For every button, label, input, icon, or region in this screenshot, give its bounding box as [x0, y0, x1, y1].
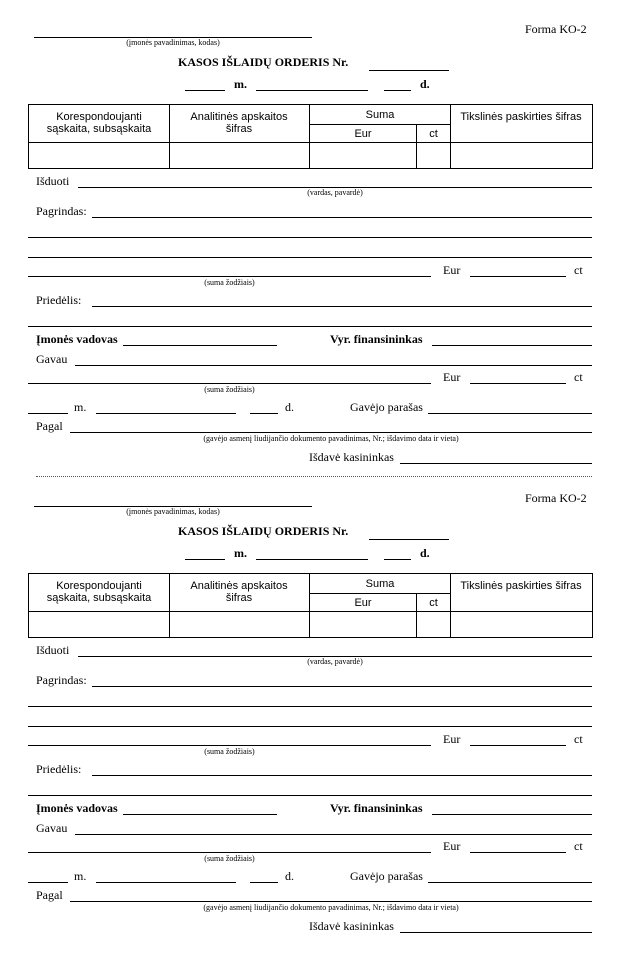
eur-amount-field[interactable] [470, 276, 566, 277]
ct-label: ct [574, 263, 583, 277]
col-ct-header: ct [429, 597, 438, 609]
sum-words-caption: (suma žodžiais) [204, 278, 255, 287]
table-entry-row[interactable] [29, 143, 592, 168]
chief-fin-signature-field[interactable] [432, 345, 592, 346]
received-sum-caption: (suma žodžiais) [204, 854, 255, 863]
basis-field-3[interactable] [28, 726, 592, 727]
id-document-field[interactable] [70, 432, 592, 433]
table-entry-row[interactable] [29, 612, 592, 637]
month-field[interactable] [256, 90, 368, 91]
received-day-field[interactable] [250, 882, 278, 883]
recipient-signature-field[interactable] [428, 413, 592, 414]
day-label: d. [420, 546, 430, 560]
cashier-signature-field[interactable] [400, 463, 592, 464]
received-eur-label: Eur [443, 839, 461, 853]
received-month-field[interactable] [96, 882, 236, 883]
chief-fin-label: Vyr. finansininkas [330, 801, 423, 815]
received-day-label: d. [285, 869, 294, 883]
received-sum-caption: (suma žodžiais) [204, 385, 255, 394]
sum-words-field[interactable] [28, 745, 431, 746]
name-caption: (vardas, pavardė) [307, 657, 363, 666]
expense-order-form-2 [0, 469, 617, 938]
attachment-label: Priedėlis: [36, 293, 82, 307]
received-eur-field[interactable] [470, 852, 566, 853]
sum-words-field[interactable] [28, 276, 431, 277]
recipient-signature-field[interactable] [428, 882, 592, 883]
order-number-field[interactable] [369, 70, 449, 71]
basis-field-2[interactable] [28, 706, 592, 707]
issue-label: Išduoti [36, 643, 70, 657]
received-ct-label: ct [574, 370, 583, 384]
month-label: m. [234, 77, 247, 91]
received-sum-words-field[interactable] [28, 383, 431, 384]
year-field[interactable] [185, 90, 225, 91]
form-code: Forma KO-2 [525, 491, 587, 505]
per-label: Pagal [36, 419, 63, 433]
head-signature-field[interactable] [123, 814, 277, 815]
col-ct-header: ct [429, 128, 438, 140]
id-document-caption: (gavėjo asmenį liudijančio dokumento pavadinimas, Nr.; išdavimo data ir vieta) [203, 434, 459, 443]
head-label: Įmonės vadovas [36, 332, 118, 346]
cashier-label: Išdavė kasininkas [309, 450, 394, 464]
received-year-label: m. [74, 869, 87, 883]
received-year-label: m. [74, 400, 87, 414]
year-field[interactable] [185, 559, 225, 560]
basis-label: Pagrindas: [36, 673, 87, 687]
received-ct-label: ct [574, 839, 583, 853]
issue-label: Išduoti [36, 174, 70, 188]
month-label: m. [234, 546, 247, 560]
basis-field-1[interactable] [92, 217, 592, 218]
basis-field-3[interactable] [28, 257, 592, 258]
attachment-field-1[interactable] [92, 775, 592, 776]
chief-fin-label: Vyr. finansininkas [330, 332, 423, 346]
received-field[interactable] [75, 834, 592, 835]
col-sum-header: Suma [365, 578, 395, 590]
attachment-field-1[interactable] [92, 306, 592, 307]
received-label: Gavau [36, 821, 68, 835]
order-title: KASOS IŠLAIDŲ ORDERIS Nr. [178, 55, 349, 69]
received-eur-label: Eur [443, 370, 461, 384]
signature-label: Gavėjo parašas [350, 400, 423, 414]
head-signature-field[interactable] [123, 345, 277, 346]
cashier-label: Išdavė kasininkas [309, 919, 394, 933]
per-label: Pagal [36, 888, 63, 902]
col-eur-header: Eur [354, 597, 372, 609]
id-document-caption: (gavėjo asmenį liudijančio dokumento pavadinimas, Nr.; išdavimo data ir vieta) [203, 903, 459, 912]
month-field[interactable] [256, 559, 368, 560]
attachment-field-2[interactable] [28, 326, 592, 327]
col-eur-header: Eur [354, 128, 372, 140]
col-analytic-header: Analitinės apskaitos šifras [190, 111, 288, 135]
basis-field-2[interactable] [28, 237, 592, 238]
basis-field-1[interactable] [92, 686, 592, 687]
name-caption: (vardas, pavardė) [307, 188, 363, 197]
received-year-field[interactable] [28, 882, 68, 883]
received-eur-field[interactable] [470, 383, 566, 384]
order-title: KASOS IŠLAIDŲ ORDERIS Nr. [178, 524, 349, 538]
chief-fin-signature-field[interactable] [432, 814, 592, 815]
received-year-field[interactable] [28, 413, 68, 414]
ct-label: ct [574, 732, 583, 746]
attachment-field-2[interactable] [28, 795, 592, 796]
head-label: Įmonės vadovas [36, 801, 118, 815]
cashier-signature-field[interactable] [400, 932, 592, 933]
eur-label: Eur [443, 263, 461, 277]
company-caption: (įmonės pavadinimas, kodas) [126, 507, 220, 516]
day-field[interactable] [384, 559, 411, 560]
col-target-header: Tikslinės paskirties šifras [460, 580, 582, 592]
col-sum-header: Suma [365, 109, 395, 121]
col-analytic-header: Analitinės apskaitos šifras [190, 580, 288, 604]
id-document-field[interactable] [70, 901, 592, 902]
day-field[interactable] [384, 90, 411, 91]
received-day-label: d. [285, 400, 294, 414]
received-month-field[interactable] [96, 413, 236, 414]
company-caption: (įmonės pavadinimas, kodas) [126, 38, 220, 47]
order-number-field[interactable] [369, 539, 449, 540]
sum-words-caption: (suma žodžiais) [204, 747, 255, 756]
eur-amount-field[interactable] [470, 745, 566, 746]
col-target-header: Tikslinės paskirties šifras [460, 111, 582, 123]
col-account-header: Korespondoujanti sąskaita, subsąskaita [46, 580, 152, 604]
received-day-field[interactable] [250, 413, 278, 414]
day-label: d. [420, 77, 430, 91]
eur-label: Eur [443, 732, 461, 746]
received-field[interactable] [75, 365, 592, 366]
basis-label: Pagrindas: [36, 204, 87, 218]
received-label: Gavau [36, 352, 68, 366]
signature-label: Gavėjo parašas [350, 869, 423, 883]
col-account-header: Korespondoujanti sąskaita, subsąskaita [46, 111, 152, 135]
form-code: Forma KO-2 [525, 22, 587, 36]
attachment-label: Priedėlis: [36, 762, 82, 776]
received-sum-words-field[interactable] [28, 852, 431, 853]
expense-order-form-1 [0, 0, 617, 469]
